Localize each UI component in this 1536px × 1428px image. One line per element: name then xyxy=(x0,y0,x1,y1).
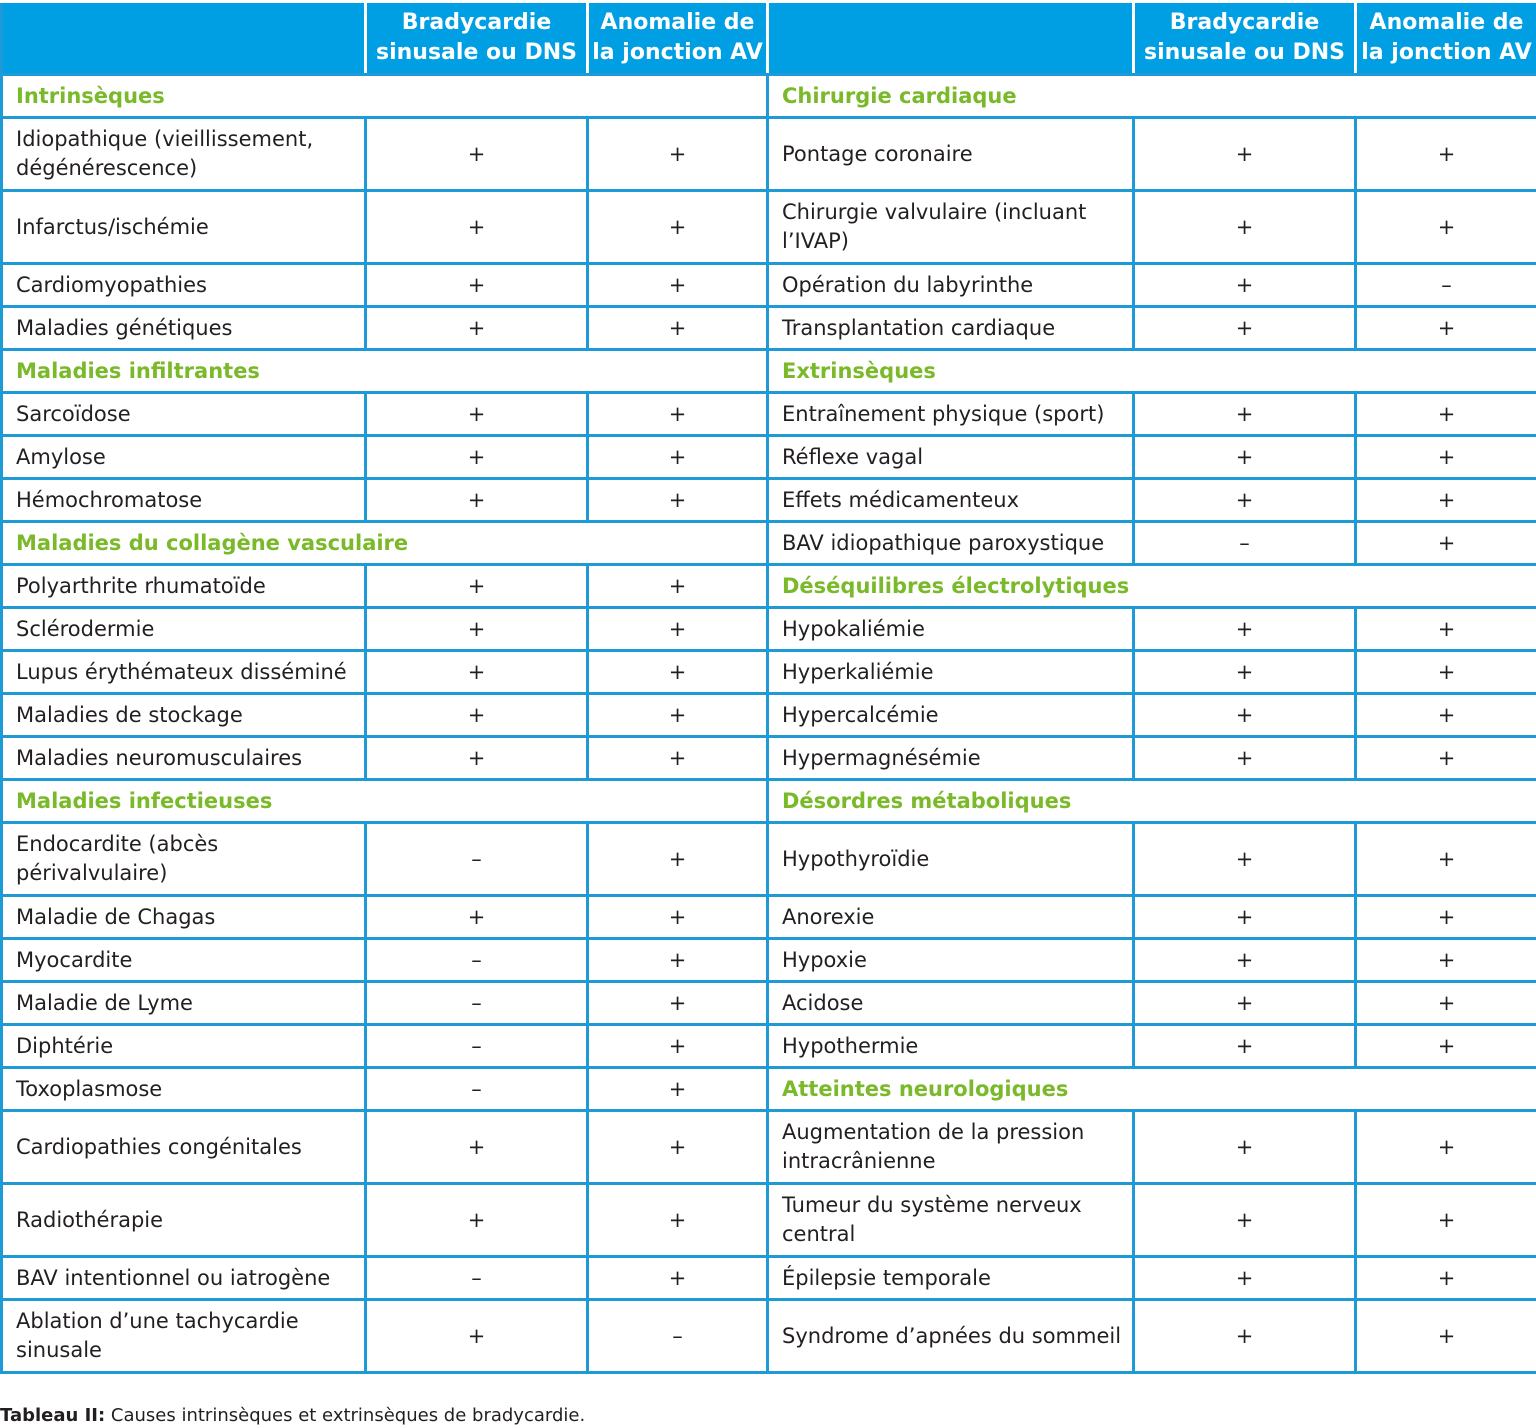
sinus-bradycardia-sign-left: – xyxy=(366,982,588,1025)
av-junction-sign-left: + xyxy=(588,565,768,608)
category-heading-right: Extrinsèques xyxy=(768,350,1536,393)
av-junction-sign-right: + xyxy=(1356,982,1536,1025)
sinus-bradycardia-sign-left: – xyxy=(366,939,588,982)
av-junction-sign-right: + xyxy=(1356,522,1536,565)
av-junction-sign-right: + xyxy=(1356,651,1536,694)
category-heading-left: Maladies infiltrantes xyxy=(2,350,768,393)
cause-label-right: Anorexie xyxy=(768,896,1134,939)
av-junction-sign-left: + xyxy=(588,608,768,651)
sinus-bradycardia-sign-left: + xyxy=(366,191,588,264)
sinus-bradycardia-sign-left: + xyxy=(366,479,588,522)
cause-label-left: Endocardite (abcès périvalvulaire) xyxy=(2,823,366,896)
header-blank-right xyxy=(768,2,1134,75)
caption-text: Causes intrinsèques et extrinsèques de bradycardie. xyxy=(105,1405,586,1426)
av-junction-sign-left: + xyxy=(588,479,768,522)
sinus-bradycardia-sign-right: + xyxy=(1134,1025,1356,1068)
av-junction-sign-left: + xyxy=(588,393,768,436)
table-row xyxy=(2,1025,1536,1068)
cause-label-right: Effets médicamenteux xyxy=(768,479,1134,522)
sinus-bradycardia-sign-left: + xyxy=(366,694,588,737)
cause-label-left: Sarcoïdose xyxy=(2,393,366,436)
cause-label-left: Amylose xyxy=(2,436,366,479)
cause-label-right: Tumeur du système nerveux central xyxy=(768,1184,1134,1257)
table-row xyxy=(2,737,1536,780)
sinus-bradycardia-sign-right: + xyxy=(1134,694,1356,737)
av-junction-sign-left: + xyxy=(588,737,768,780)
category-heading-left: Maladies infectieuses xyxy=(2,780,768,823)
sinus-bradycardia-sign-left: + xyxy=(366,565,588,608)
table-row xyxy=(2,264,1536,307)
table-header-row xyxy=(2,2,1536,75)
sinus-bradycardia-sign-right: + xyxy=(1134,1184,1356,1257)
av-junction-sign-right: + xyxy=(1356,1111,1536,1184)
cause-label-right: Hypoxie xyxy=(768,939,1134,982)
sinus-bradycardia-sign-right: + xyxy=(1134,737,1356,780)
table-row xyxy=(2,823,1536,896)
header-sinus-bradycardia-right: Bradycardie sinusale ou DNS xyxy=(1134,2,1356,75)
header-av-junction-right: Anomalie de la jonction AV xyxy=(1356,2,1536,75)
av-junction-sign-left: + xyxy=(588,982,768,1025)
cause-label-left: Diphtérie xyxy=(2,1025,366,1068)
cause-label-left: Toxoplasmose xyxy=(2,1068,366,1111)
cause-label-left: BAV intentionnel ou iatrogène xyxy=(2,1257,366,1300)
table-row xyxy=(2,1111,1536,1184)
av-junction-sign-left: + xyxy=(588,1025,768,1068)
sinus-bradycardia-sign-left: + xyxy=(366,393,588,436)
av-junction-sign-right: + xyxy=(1356,1300,1536,1373)
av-junction-sign-left: + xyxy=(588,1111,768,1184)
table-row xyxy=(2,522,1536,565)
table-row xyxy=(2,982,1536,1025)
cause-label-right: BAV idiopathique paroxystique xyxy=(768,522,1134,565)
av-junction-sign-left: – xyxy=(588,1300,768,1373)
av-junction-sign-right: + xyxy=(1356,191,1536,264)
av-junction-sign-left: + xyxy=(588,1068,768,1111)
cause-label-right: Syndrome d’apnées du sommeil xyxy=(768,1300,1134,1373)
sinus-bradycardia-sign-left: + xyxy=(366,1184,588,1257)
table-row xyxy=(2,350,1536,393)
cause-label-right: Réflexe vagal xyxy=(768,436,1134,479)
sinus-bradycardia-sign-right: + xyxy=(1134,264,1356,307)
av-junction-sign-left: + xyxy=(588,694,768,737)
cause-label-right: Hyperkaliémie xyxy=(768,651,1134,694)
table-row xyxy=(2,694,1536,737)
sinus-bradycardia-sign-left: – xyxy=(366,1025,588,1068)
cause-label-left: Maladie de Chagas xyxy=(2,896,366,939)
category-heading-right: Déséquilibres électrolytiques xyxy=(768,565,1536,608)
table-row xyxy=(2,1068,1536,1111)
av-junction-sign-right: + xyxy=(1356,608,1536,651)
table-row xyxy=(2,608,1536,651)
cause-label-right: Acidose xyxy=(768,982,1134,1025)
table-row xyxy=(2,1300,1536,1373)
cause-label-left: Polyarthrite rhumatoïde xyxy=(2,565,366,608)
cause-label-left: Maladies génétiques xyxy=(2,307,366,350)
cause-label-right: Pontage coronaire xyxy=(768,118,1134,191)
table-caption xyxy=(0,1405,585,1427)
cause-label-right: Entraînement physique (sport) xyxy=(768,393,1134,436)
cause-label-right: Chirurgie valvulaire (incluant l’IVAP) xyxy=(768,191,1134,264)
sinus-bradycardia-sign-left: + xyxy=(366,118,588,191)
av-junction-sign-left: + xyxy=(588,823,768,896)
av-junction-sign-right: + xyxy=(1356,1184,1536,1257)
av-junction-sign-left: + xyxy=(588,307,768,350)
cause-label-right: Augmentation de la pression intracrânienne xyxy=(768,1111,1134,1184)
sinus-bradycardia-sign-left: + xyxy=(366,737,588,780)
av-junction-sign-right: + xyxy=(1356,307,1536,350)
table-row xyxy=(2,479,1536,522)
av-junction-sign-left: + xyxy=(588,118,768,191)
header-sinus-bradycardia-left: Bradycardie sinusale ou DNS xyxy=(366,2,588,75)
av-junction-sign-right: + xyxy=(1356,436,1536,479)
sinus-bradycardia-sign-right: + xyxy=(1134,1300,1356,1373)
cause-label-left: Ablation d’une tachycardie sinusale xyxy=(2,1300,366,1373)
table-row xyxy=(2,939,1536,982)
table-row xyxy=(2,651,1536,694)
sinus-bradycardia-sign-right: + xyxy=(1134,608,1356,651)
av-junction-sign-left: + xyxy=(588,436,768,479)
sinus-bradycardia-sign-right: + xyxy=(1134,191,1356,264)
sinus-bradycardia-sign-right: + xyxy=(1134,1111,1356,1184)
category-heading-right: Chirurgie cardiaque xyxy=(768,75,1536,118)
table-row xyxy=(2,1184,1536,1257)
table-row xyxy=(2,307,1536,350)
cause-label-right: Opération du labyrinthe xyxy=(768,264,1134,307)
cause-label-right: Hypercalcémie xyxy=(768,694,1134,737)
sinus-bradycardia-sign-right: + xyxy=(1134,939,1356,982)
cause-label-left: Maladies de stockage xyxy=(2,694,366,737)
sinus-bradycardia-sign-left: + xyxy=(366,264,588,307)
cause-label-right: Épilepsie temporale xyxy=(768,1257,1134,1300)
category-heading-left: Intrinsèques xyxy=(2,75,768,118)
av-junction-sign-left: + xyxy=(588,896,768,939)
sinus-bradycardia-sign-right: + xyxy=(1134,436,1356,479)
table-row xyxy=(2,436,1536,479)
sinus-bradycardia-sign-left: – xyxy=(366,1257,588,1300)
cause-label-left: Sclérodermie xyxy=(2,608,366,651)
cause-label-right: Hypothyroïdie xyxy=(768,823,1134,896)
cause-label-left: Hémochromatose xyxy=(2,479,366,522)
sinus-bradycardia-sign-left: – xyxy=(366,823,588,896)
sinus-bradycardia-sign-right: + xyxy=(1134,118,1356,191)
table-row xyxy=(2,565,1536,608)
sinus-bradycardia-sign-left: + xyxy=(366,896,588,939)
sinus-bradycardia-sign-left: – xyxy=(366,1068,588,1111)
av-junction-sign-right: + xyxy=(1356,823,1536,896)
av-junction-sign-right: + xyxy=(1356,393,1536,436)
table-body xyxy=(2,75,1536,1373)
cause-label-left: Infarctus/ischémie xyxy=(2,191,366,264)
av-junction-sign-right: + xyxy=(1356,479,1536,522)
table-row xyxy=(2,118,1536,191)
sinus-bradycardia-sign-right: + xyxy=(1134,982,1356,1025)
sinus-bradycardia-sign-left: + xyxy=(366,651,588,694)
av-junction-sign-left: + xyxy=(588,1184,768,1257)
table-row xyxy=(2,75,1536,118)
av-junction-sign-right: – xyxy=(1356,264,1536,307)
av-junction-sign-left: + xyxy=(588,651,768,694)
header-av-junction-left: Anomalie de la jonction AV xyxy=(588,2,768,75)
cause-label-right: Transplantation cardiaque xyxy=(768,307,1134,350)
category-heading-right: Atteintes neurologiques xyxy=(768,1068,1536,1111)
av-junction-sign-right: + xyxy=(1356,939,1536,982)
av-junction-sign-right: + xyxy=(1356,737,1536,780)
cause-label-left: Idiopathique (vieillissement, dégénérescence) xyxy=(2,118,366,191)
sinus-bradycardia-sign-right: + xyxy=(1134,896,1356,939)
sinus-bradycardia-sign-left: + xyxy=(366,307,588,350)
sinus-bradycardia-sign-left: + xyxy=(366,436,588,479)
cause-label-left: Cardiopathies congénitales xyxy=(2,1111,366,1184)
cause-label-right: Hypokaliémie xyxy=(768,608,1134,651)
av-junction-sign-right: + xyxy=(1356,896,1536,939)
av-junction-sign-left: + xyxy=(588,264,768,307)
category-heading-right: Désordres métaboliques xyxy=(768,780,1536,823)
cause-label-right: Hypermagnésémie xyxy=(768,737,1134,780)
cause-label-left: Myocardite xyxy=(2,939,366,982)
table-row xyxy=(2,1257,1536,1300)
table-row xyxy=(2,896,1536,939)
sinus-bradycardia-sign-left: + xyxy=(366,1111,588,1184)
sinus-bradycardia-sign-right: + xyxy=(1134,479,1356,522)
av-junction-sign-left: + xyxy=(588,1257,768,1300)
av-junction-sign-left: + xyxy=(588,191,768,264)
sinus-bradycardia-sign-right: + xyxy=(1134,1257,1356,1300)
sinus-bradycardia-sign-right: – xyxy=(1134,522,1356,565)
av-junction-sign-left: + xyxy=(588,939,768,982)
category-heading-left: Maladies du collagène vasculaire xyxy=(2,522,768,565)
table-row xyxy=(2,780,1536,823)
table-row xyxy=(2,393,1536,436)
sinus-bradycardia-sign-right: + xyxy=(1134,651,1356,694)
sinus-bradycardia-sign-right: + xyxy=(1134,823,1356,896)
cause-label-right: Hypothermie xyxy=(768,1025,1134,1068)
cause-label-left: Lupus érythémateux disséminé xyxy=(2,651,366,694)
caption-label: Tableau II: xyxy=(0,1405,106,1426)
av-junction-sign-right: + xyxy=(1356,1257,1536,1300)
cause-label-left: Radiothérapie xyxy=(2,1184,366,1257)
sinus-bradycardia-sign-left: + xyxy=(366,1300,588,1373)
header-blank-left xyxy=(2,2,366,75)
cause-label-left: Maladies neuromusculaires xyxy=(2,737,366,780)
av-junction-sign-right: + xyxy=(1356,694,1536,737)
sinus-bradycardia-sign-right: + xyxy=(1134,307,1356,350)
av-junction-sign-right: + xyxy=(1356,118,1536,191)
av-junction-sign-right: + xyxy=(1356,1025,1536,1068)
sinus-bradycardia-sign-left: + xyxy=(366,608,588,651)
cause-label-left: Cardiomyopathies xyxy=(2,264,366,307)
sinus-bradycardia-sign-right: + xyxy=(1134,393,1356,436)
cause-label-left: Maladie de Lyme xyxy=(2,982,366,1025)
table-row xyxy=(2,191,1536,264)
